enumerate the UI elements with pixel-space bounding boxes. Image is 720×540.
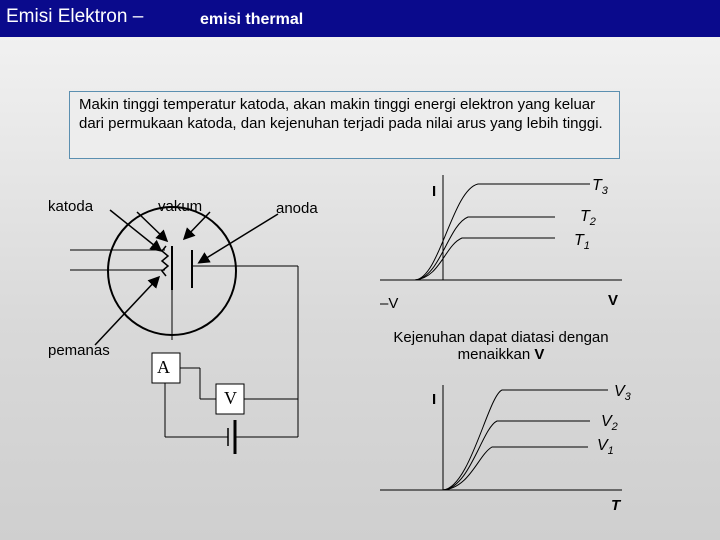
v1-label: $V_1$ (597, 437, 614, 458)
curve-v3 (443, 390, 608, 490)
caption (370, 329, 632, 363)
vakum-arrow-2 (185, 212, 210, 238)
caption-bold-v: V (534, 346, 545, 363)
graph-top-x-label: V (608, 292, 619, 309)
description-box: Makin tinggi temperatur katoda, akan makin tinggi energi elektron yang keluar dari permukaan katoda, dan kejenuhan terjadi pada nilai arus yang lebih tinggi. (69, 91, 620, 159)
graph-top-y-label: I (432, 183, 437, 200)
graph-top-neg-label: –V (380, 295, 399, 312)
v2-label: $V_2$ (601, 413, 618, 434)
t3-label: $T_3$ (592, 177, 608, 198)
caption-line-2: menaikkan V (457, 346, 545, 363)
pemanas-label: pemanas (48, 342, 110, 359)
ammeter-label: A (157, 357, 170, 377)
curve-t2 (415, 217, 555, 280)
katoda-arrow (110, 210, 160, 250)
anoda-label: anoda (276, 200, 318, 217)
katoda-label: katoda (48, 198, 94, 215)
voltmeter-label: V (224, 388, 237, 408)
curve-t1 (415, 238, 555, 280)
vakum-label: vakum (158, 198, 203, 215)
v3-label: $V_3$ (614, 383, 631, 404)
pemanas-arrow (95, 278, 158, 345)
curve-t3 (415, 184, 590, 280)
caption-line-1: Kejenuhan dapat diatasi dengan (393, 329, 609, 346)
graph-bottom-x-label: T (611, 497, 621, 514)
graph-bottom-y-label: I (432, 391, 437, 408)
t2-label: $T_2$ (580, 208, 596, 229)
t1-label: $T_1$ (574, 232, 590, 253)
slide-title: Emisi Elektron – (6, 6, 144, 27)
slide-subtitle: emisi thermal (200, 11, 304, 28)
